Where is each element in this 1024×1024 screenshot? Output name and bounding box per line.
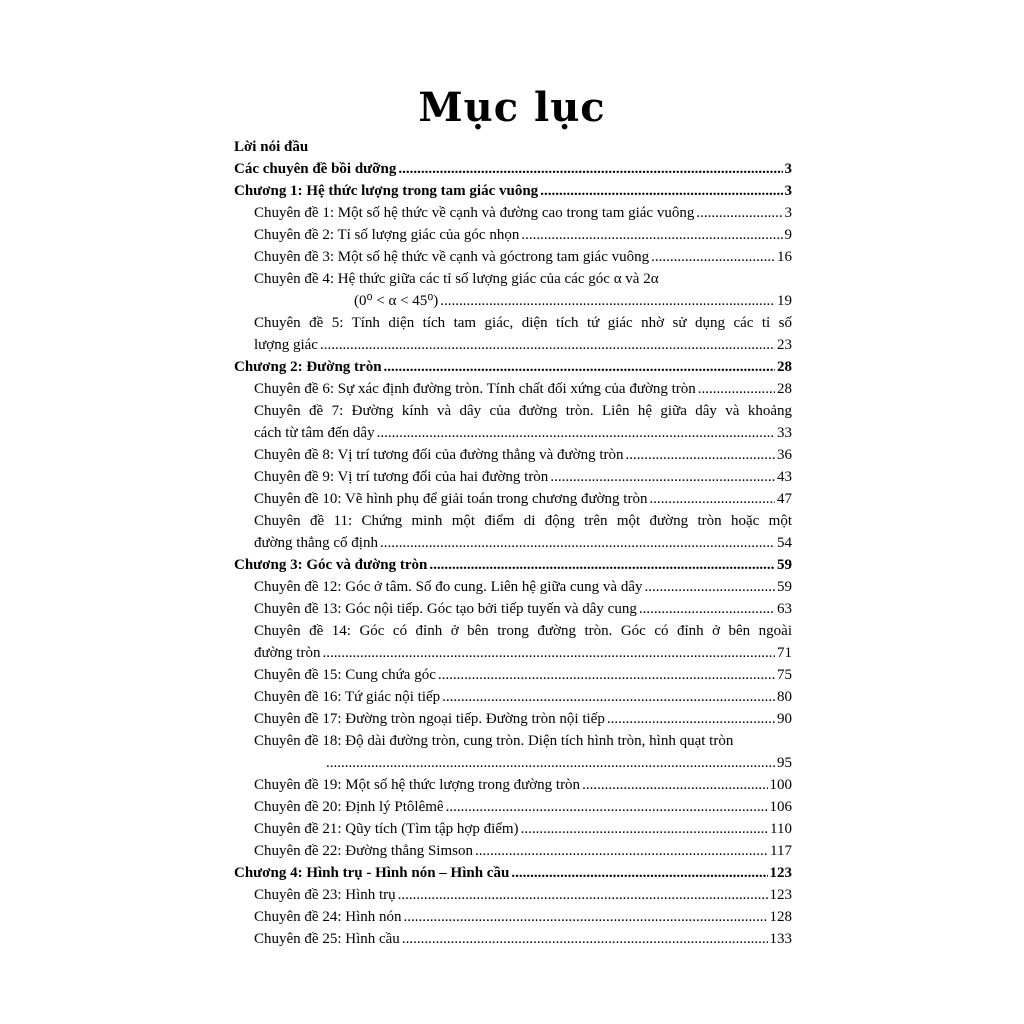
- toc-entry-text: Chuyên đề 22: Đường thẳng Simson: [254, 843, 473, 859]
- toc-page-number: 36: [777, 447, 792, 463]
- toc-entry: [234, 158, 792, 180]
- leader-dots: [442, 686, 775, 708]
- toc-entry: [234, 510, 792, 532]
- toc-entry: [234, 422, 792, 444]
- leader-dots: [521, 224, 782, 246]
- toc-page-number: 28: [777, 381, 792, 397]
- toc-entry: [234, 708, 792, 730]
- toc-entry-text: Chuyên đề 24: Hình nón: [254, 909, 402, 925]
- toc-entry-text: Chuyên đề 17: Đường tròn ngoại tiếp. Đường tròn nội tiếp: [254, 711, 605, 727]
- toc-page-number: 59: [777, 557, 792, 573]
- toc-entry: [234, 752, 792, 774]
- toc-page-number: 23: [777, 337, 792, 353]
- toc-entry: [234, 840, 792, 862]
- leader-dots: [696, 202, 782, 224]
- toc-entry: [234, 796, 792, 818]
- leader-dots: [429, 554, 775, 576]
- leader-dots: [438, 664, 775, 686]
- toc-entry-text: đường thẳng cố định: [254, 535, 378, 551]
- toc-entry: [234, 400, 792, 422]
- toc-entry: [234, 598, 792, 620]
- toc-page-number: 28: [777, 359, 792, 375]
- toc-entry: [234, 444, 792, 466]
- toc-entry: [234, 730, 792, 752]
- toc-page-number: 90: [777, 711, 792, 727]
- leader-dots: [320, 334, 775, 356]
- toc-entry: [234, 774, 792, 796]
- toc-entry-text: Chuyên đề 15: Cung chứa góc: [254, 667, 436, 683]
- toc-entry-text: Chuyên đề 14: Góc có đỉnh ở bên trong đường tròn. Góc có đỉnh ở bên ngoài: [254, 623, 792, 639]
- toc-entry: [234, 224, 792, 246]
- leader-dots: [326, 752, 775, 774]
- toc-entry-text: Chuyên đề 5: Tính diện tích tam giác, diện tích tứ giác nhờ sử dụng các tỉ số: [254, 315, 792, 331]
- toc-page-number: 43: [777, 469, 792, 485]
- toc-entry: [234, 466, 792, 488]
- toc-page-number: 3: [784, 205, 792, 221]
- toc-page-number: 128: [769, 909, 792, 925]
- toc-page-number: 33: [777, 425, 792, 441]
- toc-page-number: 3: [784, 183, 792, 199]
- leader-dots: [440, 290, 775, 312]
- leader-dots: [626, 444, 775, 466]
- leader-dots: [521, 818, 768, 840]
- toc-entry-text: Chuyên đề 2: Tỉ số lượng giác của góc nhọn: [254, 227, 520, 243]
- toc-entry-text: Các chuyên đề bồi dưỡng: [234, 161, 397, 177]
- leader-dots: [377, 422, 775, 444]
- toc-page-number: 71: [777, 645, 792, 661]
- toc-entry: [234, 136, 792, 158]
- toc-entry-text: Chương 3: Góc và đường tròn: [234, 557, 428, 573]
- toc-entry: [234, 488, 792, 510]
- leader-dots: [398, 884, 768, 906]
- toc-entry: [234, 862, 792, 884]
- toc-page-number: 19: [777, 293, 792, 309]
- toc-entry-text: Chuyên đề 1: Một số hệ thức về cạnh và đường cao trong tam giác vuông: [254, 205, 695, 221]
- toc-page-number: 54: [777, 535, 792, 551]
- toc-entry: [234, 268, 792, 290]
- toc-entry: [234, 884, 792, 906]
- toc-entry: [234, 202, 792, 224]
- toc-entry: [234, 356, 792, 378]
- toc-entry: [234, 312, 792, 334]
- toc-entry: [234, 334, 792, 356]
- toc-entry: [234, 576, 792, 598]
- leader-dots: [380, 532, 775, 554]
- toc-page-number: 95: [777, 755, 792, 771]
- toc-entry-text: Chuyên đề 20: Định lý Ptôlêmê: [254, 799, 444, 815]
- toc-page-number: 63: [777, 601, 792, 617]
- toc-entry-text: Chuyên đề 19: Một số hệ thức lượng trong đường tròn: [254, 777, 581, 793]
- toc-entry: [234, 664, 792, 686]
- toc-entry-text: Chuyên đề 23: Hình trụ: [254, 887, 396, 903]
- toc-entry: [234, 686, 792, 708]
- toc-entry-text: Chuyên đề 8: Vị trí tương đối của đường thẳng và đường tròn: [254, 447, 624, 463]
- toc-page-number: 75: [777, 667, 792, 683]
- toc-entry: [234, 290, 792, 312]
- toc-entry-text: Chuyên đề 3: Một số hệ thức về cạnh và góctrong tam giác vuông: [254, 249, 650, 265]
- leader-dots: [511, 862, 767, 884]
- toc-entry-text: Chuyên đề 4: Hệ thức giữa các tỉ số lượng giác của các góc α và 2α: [254, 271, 659, 287]
- leader-dots: [446, 796, 768, 818]
- leader-dots: [649, 488, 775, 510]
- toc-entry-text: đường tròn: [254, 645, 321, 661]
- toc-entry-text: Chuyên đề 11: Chứng minh một điểm di động trên một đường tròn hoặc một: [254, 513, 792, 529]
- leader-dots: [644, 576, 775, 598]
- toc-entry-text: Chuyên đề 13: Góc nội tiếp. Góc tạo bởi tiếp tuyến và dây cung: [254, 601, 637, 617]
- toc-entry-text: Chuyên đề 21: Qũy tích (Tìm tập hợp điểm): [254, 821, 519, 837]
- leader-dots: [698, 378, 775, 400]
- toc-entry-text: Chuyên đề 10: Vẽ hình phụ để giải toán trong chương đường tròn: [254, 491, 648, 507]
- page-title: Mục lục: [418, 84, 606, 131]
- toc-entry-text: Lời nói đầu: [234, 139, 309, 155]
- leader-dots: [475, 840, 768, 862]
- toc-entry-text: (0⁰ < α < 45⁰): [354, 293, 439, 309]
- toc-entry: [234, 246, 792, 268]
- toc-entry: [234, 532, 792, 554]
- leader-dots: [582, 774, 767, 796]
- leader-dots: [404, 906, 768, 928]
- toc-entry: [234, 642, 792, 664]
- toc-entry-text: Chuyên đề 9: Vị trí tương đối của hai đường tròn: [254, 469, 549, 485]
- leader-dots: [651, 246, 775, 268]
- leader-dots: [384, 356, 775, 378]
- toc-entry-text: Chuyên đề 6: Sự xác định đường tròn. Tính chất đối xứng của đường tròn: [254, 381, 696, 397]
- toc-page-number: 100: [769, 777, 792, 793]
- toc-entry-text: Chuyên đề 7: Đường kính và dây của đường tròn. Liên hệ giữa dây và khoảng: [254, 403, 792, 419]
- leader-dots: [550, 466, 775, 488]
- leader-dots: [607, 708, 775, 730]
- toc-entry-text: Chuyên đề 16: Tứ giác nội tiếp: [254, 689, 441, 705]
- leader-dots: [398, 158, 782, 180]
- toc-page-number: 123: [769, 865, 792, 881]
- toc-page-number: 3: [784, 161, 792, 177]
- table-of-contents: [234, 136, 792, 950]
- leader-dots: [639, 598, 775, 620]
- toc-entry: [234, 620, 792, 642]
- toc-page-number: 80: [777, 689, 792, 705]
- toc-page-number: 16: [777, 249, 792, 265]
- toc-page-number: 9: [784, 227, 792, 243]
- toc-entry: [234, 378, 792, 400]
- toc-entry-text: cách từ tâm đến dây: [254, 425, 375, 441]
- toc-entry: [234, 554, 792, 576]
- toc-entry: [234, 180, 792, 202]
- toc-page-number: 123: [769, 887, 792, 903]
- toc-entry: [234, 906, 792, 928]
- toc-entry: [234, 818, 792, 840]
- toc-entry-text: Chuyên đề 12: Góc ở tâm. Số đo cung. Liên hệ giữa cung và dây: [254, 579, 643, 595]
- toc-entry-text: lượng giác: [254, 337, 318, 353]
- toc-entry-text: Chương 1: Hệ thức lượng trong tam giác vuông: [234, 183, 539, 199]
- leader-dots: [402, 928, 768, 950]
- toc-entry-text: Chuyên đề 18: Độ dài đường tròn, cung tròn. Diện tích hình tròn, hình quạt tròn: [254, 733, 734, 749]
- toc-page-number: 117: [770, 843, 792, 859]
- toc-page-number: 133: [769, 931, 792, 947]
- toc-page-number: 59: [777, 579, 792, 595]
- toc-entry-text: Chuyên đề 25: Hình cầu: [254, 931, 400, 947]
- leader-dots: [322, 642, 775, 664]
- toc-entry-text: Chương 4: Hình trụ - Hình nón – Hình cầu: [234, 865, 510, 881]
- toc-page-number: 106: [769, 799, 792, 815]
- toc-page-number: 110: [770, 821, 792, 837]
- toc-entry-text: Chương 2: Đường tròn: [234, 359, 382, 375]
- toc-page-number: 47: [777, 491, 792, 507]
- leader-dots: [540, 180, 782, 202]
- toc-entry: [234, 928, 792, 950]
